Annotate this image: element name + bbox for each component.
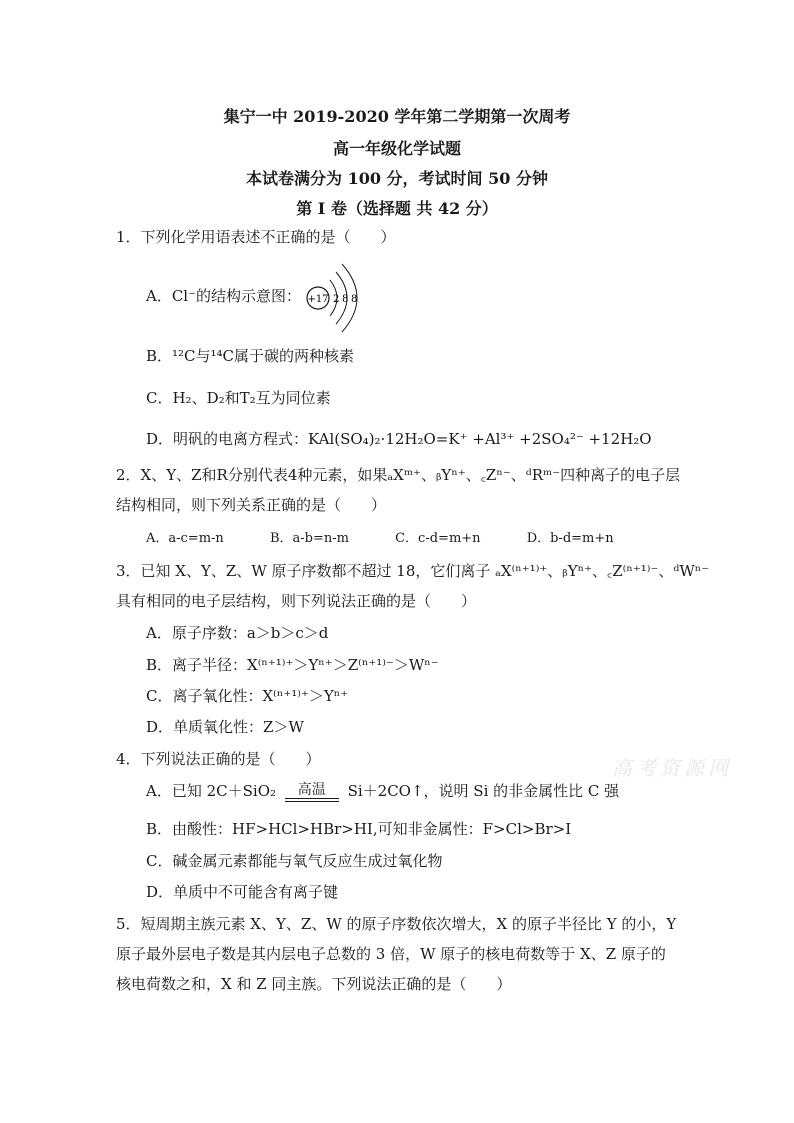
section-heading: 第 I 卷（选择题 共 42 分） [296,199,498,218]
question-2-options [146,528,614,550]
question-4-option-a [146,780,619,802]
question-3-stem-line-2: 具有相同的电子层结构，则下列说法正确的是（ ） [116,592,477,610]
exam-subtitle: 高一年级化学试题 [332,139,461,158]
question-2-option-c: C．c-d=m+n [395,531,481,546]
reaction-condition-arrow [285,782,339,802]
question-4-option-a-products: Si＋2CO↑，说明 Si 的非金属性比 C 强 [347,782,620,800]
question-2-option-d: D．b-d=m+n [526,531,614,546]
question-4-option-b: B．由酸性：HF>HCl>HBr>HI,可知非金属性：F>Cl>Br>I [146,820,572,838]
shell-label-2: 8 [342,294,349,305]
question-1-option-d: D．明矾的电离方程式：KAl(SO₄)₂·12H₂O=K⁺ +Al³⁺ +2SO₄²⁻ +12H₂O [146,430,652,448]
question-1-option-a: A．Cl⁻的结构示意图： [146,287,302,305]
question-1-stem: 1．下列化学用语表述不正确的是（ ） [116,228,396,246]
question-4-option-a-reactants: A．已知 2C＋SiO₂ [146,782,277,800]
chloride-structure-diagram [300,258,380,338]
question-5-stem-line-1: 5．短周期主族元素 X、Y、Z、W 的原子序数依次增大，X 的原子半径比 Y 的小，Y [116,915,677,933]
question-2-stem-line-2: 结构相同，则下列关系正确的是（ ） [116,496,387,514]
question-5-stem-line-2: 原子最外层电子数是其内层电子总数的 3 倍，W 原子的核电荷数等于 X、Z 原子的 [116,945,666,963]
question-4-stem: 4．下列说法正确的是（ ） [116,750,321,768]
question-1-option-b: B．¹²C与¹⁴C属于碳的两种核素 [146,347,355,365]
question-3-stem-line-1: 3．已知 X、Y、Z、W 原子序数都不超过 18，它们离子 ₐX⁽ⁿ⁺¹⁾⁺、ᵦYⁿ⁺、꜀Z⁽ⁿ⁺¹⁾⁻、ᵈWⁿ⁻ [116,562,710,580]
shell-label-1: 2 [333,294,340,305]
shell-label-3: 8 [351,294,358,305]
watermark: 高考资源网 [612,756,732,780]
question-3-option-c: C．离子氧化性：X⁽ⁿ⁺¹⁾⁺＞Yⁿ⁺ [146,687,349,705]
question-3-option-b: B．离子半径：X⁽ⁿ⁺¹⁾⁺＞Yⁿ⁺＞Z⁽ⁿ⁺¹⁾⁻＞Wⁿ⁻ [146,656,439,674]
question-4-option-c: C．碱金属元素都能与氧气反应生成过氧化物 [146,852,443,870]
exam-title: 集宁一中 2019-2020 学年第二学期第一次周考 [223,107,571,126]
reaction-condition-label: 高温 [297,782,326,798]
question-4-option-d: D．单质中不可能含有离子键 [146,883,339,901]
question-2-option-b: B．a-b=n-m [269,531,349,546]
question-3-option-d: D．单质氧化性：Z＞W [146,718,304,736]
question-3-option-a: A．原子序数：a＞b＞c＞d [146,624,329,642]
nucleus-label: +17 [307,294,329,305]
exam-info: 本试卷满分为 100 分，考试时间 50 分钟 [246,169,548,188]
question-2-stem-line-1: 2．X、Y、Z和R分别代表4种元素，如果ₐXᵐ⁺、ᵦYⁿ⁺、꜀Zⁿ⁻、ᵈRᵐ⁻四种离子的电子层 [116,466,681,484]
question-1-option-c: C．H₂、D₂和T₂互为同位素 [146,389,331,407]
question-5-stem-line-3: 核电荷数之和，X 和 Z 同主族。下列说法正确的是（ ） [116,975,512,993]
question-2-option-a: A．a-c=m-n [146,531,224,546]
